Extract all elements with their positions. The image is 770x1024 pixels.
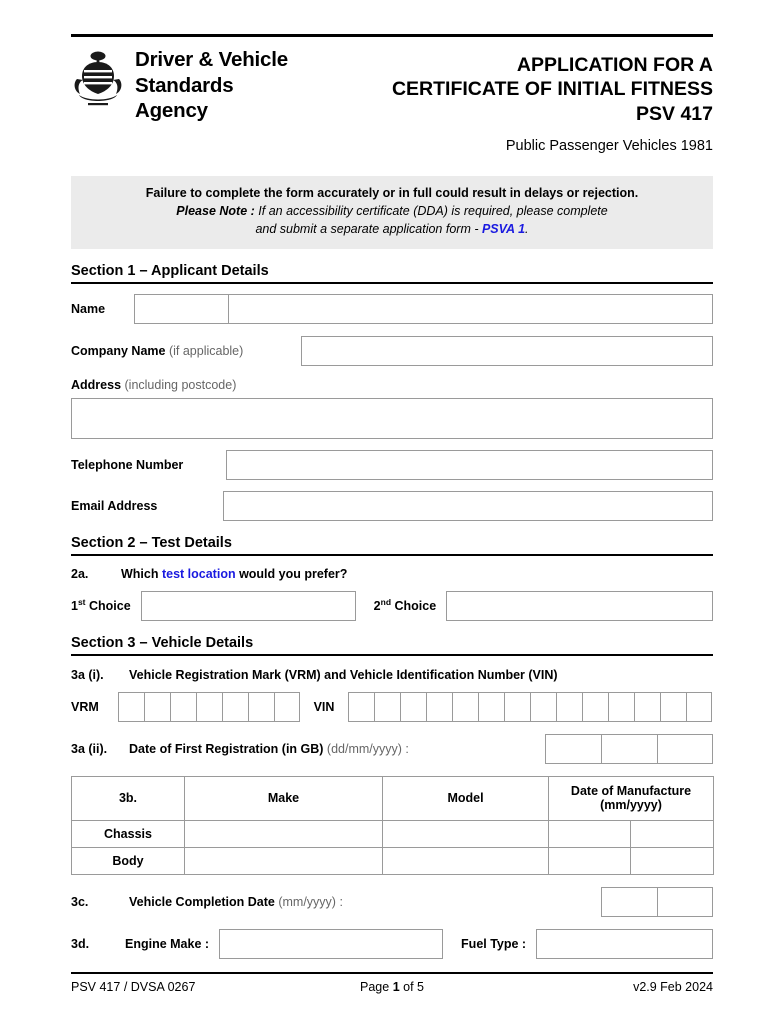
document-header [71, 34, 713, 154]
page-post: of 5 [399, 979, 424, 994]
q3c-hint: (mm/yyyy) : [274, 894, 343, 909]
email-label: Email Address [71, 498, 158, 513]
footer-version: v2.9 Feb 2024 [633, 979, 713, 994]
date-part-month[interactable] [601, 734, 657, 764]
form-code: PSV 417 [636, 102, 713, 125]
vin-cell[interactable] [608, 692, 634, 722]
address-input[interactable] [71, 398, 713, 439]
psva1-link[interactable]: PSVA 1 [481, 222, 526, 237]
first-choice-num: 1 [71, 599, 78, 614]
dom-header-line1: Date of Manufacture [570, 784, 692, 798]
vrm-cell[interactable] [196, 692, 222, 722]
chassis-make-input[interactable] [185, 820, 383, 847]
question-3d-row [71, 929, 713, 959]
body-make-input[interactable] [185, 847, 383, 874]
document-subtitle: Public Passenger Vehicles 1981 [505, 138, 713, 155]
telephone-label: Telephone Number [71, 457, 184, 472]
royal-crest-icon [71, 49, 125, 105]
vin-cell[interactable] [582, 692, 608, 722]
choice-row [71, 591, 713, 621]
page-num: 1 [392, 979, 400, 994]
question-3aii-text [129, 742, 545, 756]
table-row [72, 820, 714, 847]
test-location-link[interactable]: test location [161, 566, 236, 581]
vin-cell[interactable] [504, 692, 530, 722]
column-header-make: Make [185, 776, 383, 820]
form-sheet [71, 34, 713, 994]
vin-cell[interactable] [426, 692, 452, 722]
dvsa-brand [71, 47, 288, 124]
vin-cell[interactable] [686, 692, 712, 722]
q3c-text: Vehicle Completion Date [129, 894, 275, 909]
body-dom-year-input[interactable] [631, 847, 714, 874]
vin-cell[interactable] [452, 692, 478, 722]
vin-label: VIN [313, 699, 335, 714]
question-3ai-text: Vehicle Registration Mark (VRM) and Vehicle Identification Number (VIN) [129, 667, 558, 682]
vehicle-make-model-table [71, 776, 714, 875]
vin-cell[interactable] [660, 692, 686, 722]
vrm-label: VRM [71, 699, 99, 714]
question-3aii-number: 3a (ii). [71, 741, 108, 756]
notice-line-2-text: If an accessibility certificate (DDA) is required, please complete [254, 204, 608, 219]
second-choice-num: 2 [373, 599, 381, 614]
chassis-model-input[interactable] [383, 820, 549, 847]
brand-line-3: Agency [135, 99, 208, 123]
q2a-pre: Which [121, 566, 162, 581]
name-title-input[interactable] [134, 294, 229, 324]
notice-please-note: Please Note : [176, 204, 255, 219]
chassis-dom-month-input[interactable] [549, 820, 631, 847]
email-input[interactable] [223, 491, 713, 521]
vin-cell[interactable] [374, 692, 400, 722]
email-row [71, 491, 713, 521]
address-label-text: Address [71, 377, 122, 392]
second-choice-word: Choice [391, 599, 437, 614]
chassis-dom-year-input[interactable] [631, 820, 714, 847]
section-1-heading: Section 1 – Applicant Details [71, 263, 713, 284]
vin-cell[interactable] [400, 692, 426, 722]
completion-date-input[interactable] [601, 887, 713, 917]
body-dom-month-input[interactable] [549, 847, 631, 874]
engine-make-label: Engine Make : [125, 936, 210, 951]
brand-line-2: Standards [135, 73, 234, 97]
row-label-body: Body [72, 847, 185, 874]
vrm-cell[interactable] [248, 692, 274, 722]
name-input[interactable] [229, 294, 713, 324]
notice-line-3-pre: and submit a separate application form - [255, 222, 482, 237]
document-footer [71, 972, 713, 994]
question-3c-row [71, 887, 713, 917]
column-header-model: Model [383, 776, 549, 820]
question-2a [71, 567, 713, 581]
notice-line-2 [81, 202, 703, 220]
completion-date-month[interactable] [601, 887, 657, 917]
notice-line-3-post: . [525, 222, 529, 237]
vrm-cell[interactable] [170, 692, 196, 722]
telephone-row [71, 450, 713, 480]
vrm-vin-row [71, 692, 713, 722]
row-label-chassis: Chassis [72, 820, 185, 847]
vin-cell[interactable] [556, 692, 582, 722]
vrm-input-grid[interactable] [118, 692, 300, 722]
second-choice-sup: nd [380, 597, 392, 608]
title-line-1: APPLICATION FOR A [516, 54, 713, 76]
question-3aii-row [71, 734, 713, 764]
telephone-input[interactable] [226, 450, 713, 480]
first-choice-sup: st [77, 597, 86, 608]
first-choice-label [71, 597, 131, 613]
warning-notice [71, 176, 713, 248]
date-part-day[interactable] [545, 734, 601, 764]
vin-cell[interactable] [634, 692, 660, 722]
q2a-post: would you prefer? [235, 566, 348, 581]
first-choice-input[interactable] [141, 591, 356, 621]
second-choice-input[interactable] [446, 591, 713, 621]
engine-make-input[interactable] [219, 929, 443, 959]
vrm-cell[interactable] [144, 692, 170, 722]
vin-cell[interactable] [348, 692, 374, 722]
name-row [71, 294, 713, 324]
vin-input-grid[interactable] [348, 692, 712, 722]
date-part-year[interactable] [657, 734, 713, 764]
brand-name [135, 47, 288, 124]
company-label-text: Company Name [71, 343, 166, 358]
section-2-heading: Section 2 – Test Details [71, 535, 713, 556]
company-input[interactable] [301, 336, 713, 366]
notice-line-1: Failure to complete the form accurately or in full could result in delays or rejection. [145, 186, 639, 201]
q3aii-hint: (dd/mm/yyyy) : [323, 741, 409, 756]
company-label [71, 344, 301, 358]
vrm-cell[interactable] [274, 692, 300, 722]
title-line-2: CERTIFICATE OF INITIAL FITNESS [391, 78, 713, 101]
column-header-date-of-manufacture [549, 776, 714, 820]
question-3ai [71, 668, 713, 682]
page-pre: Page [360, 979, 393, 994]
name-label: Name [71, 301, 106, 316]
footer-page-number [283, 980, 501, 994]
document-title-block [392, 47, 713, 154]
brand-line-1: Driver & Vehicle [135, 48, 288, 71]
vin-cell[interactable] [530, 692, 556, 722]
completion-date-year[interactable] [657, 887, 713, 917]
question-3b-number: 3b. [72, 776, 185, 820]
question-3ai-number: 3a (i). [71, 667, 104, 682]
vin-cell[interactable] [478, 692, 504, 722]
question-2a-number: 2a. [71, 566, 89, 581]
company-row [71, 336, 713, 366]
vrm-cell[interactable] [118, 692, 144, 722]
first-choice-word: Choice [85, 599, 131, 614]
section-3-heading: Section 3 – Vehicle Details [71, 635, 713, 656]
question-3d-number: 3d. [71, 936, 90, 951]
notice-line-3 [81, 220, 703, 238]
address-label [71, 378, 713, 392]
table-row [72, 847, 714, 874]
question-3c-number: 3c. [71, 894, 89, 909]
dom-header-line2: (mm/yyyy) [600, 798, 662, 812]
second-choice-label [374, 597, 437, 613]
table-header-row [72, 776, 714, 820]
footer-form-ref: PSV 417 / DVSA 0267 [71, 979, 196, 994]
fuel-type-label: Fuel Type : [461, 936, 527, 951]
q3aii-text: Date of First Registration (in GB) [129, 741, 324, 756]
body-model-input[interactable] [383, 847, 549, 874]
fuel-type-input[interactable] [536, 929, 713, 959]
company-label-hint: (if applicable) [165, 343, 244, 358]
question-3c-text [129, 895, 601, 909]
address-label-hint: (including postcode) [121, 377, 237, 392]
vrm-cell[interactable] [222, 692, 248, 722]
question-2a-text [121, 567, 347, 581]
first-registration-date-input[interactable] [545, 734, 713, 764]
